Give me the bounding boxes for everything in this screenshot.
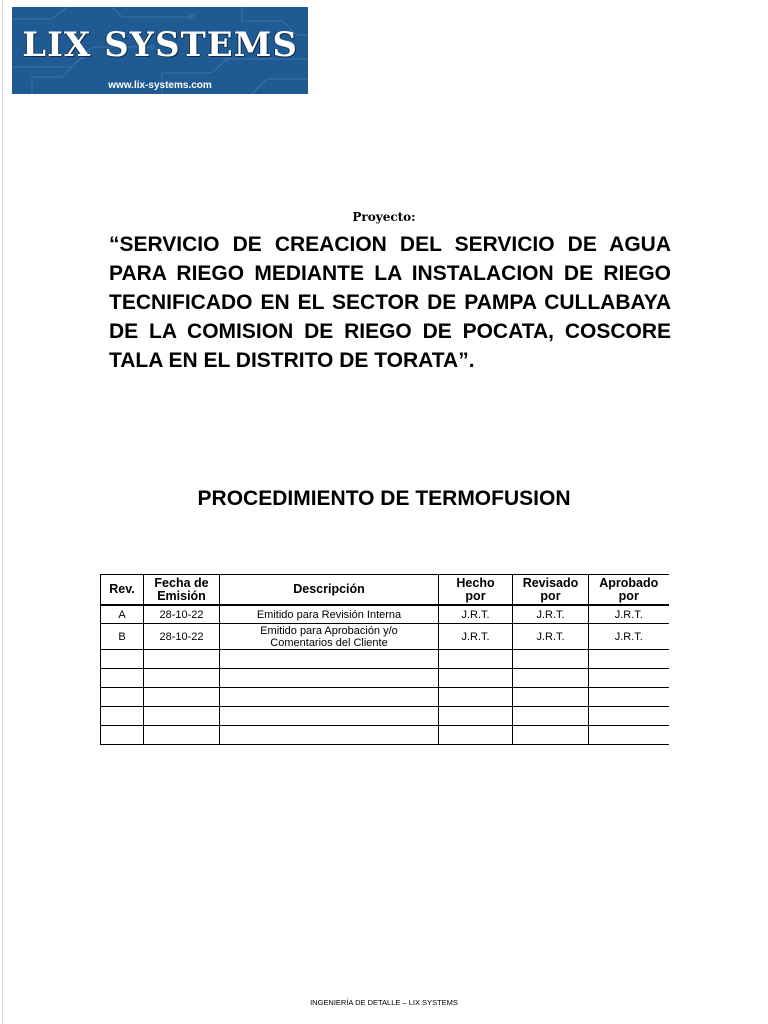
cell-revisado: J.R.T. (513, 605, 589, 624)
table-row (101, 605, 669, 624)
cell-descripcion: Emitido para Aprobación y/o Comentarios del Cliente (220, 624, 439, 650)
cell-descripcion: Emitido para Revisión Interna (220, 605, 439, 624)
cell-fecha: 28-10-22 (144, 624, 220, 650)
header-aprobado: Aprobado por (589, 575, 669, 606)
cell-fecha: 28-10-22 (144, 605, 220, 624)
header-hecho: Hecho por (439, 575, 513, 606)
table-row-empty (101, 707, 669, 726)
revision-table (100, 574, 669, 745)
page-edge (2, 0, 3, 1024)
project-title: “SERVICIO DE CREACION DEL SERVICIO DE AGUA PARA RIEGO MEDIANTE LA INSTALACION DE RIEGO TECNIFICADO EN EL SECTOR DE PAMPA CULLABAYA DE LA COMISION DE RIEGO DE POCATA, COSCORE TALA EN EL DISTRITO DE TORATA”. (109, 233, 671, 372)
page-footer: INGENIERÍA DE DETALLE – LIX SYSTEMS (310, 998, 458, 1007)
cell-aprobado: J.R.T. (589, 624, 669, 650)
table-row-empty (101, 688, 669, 707)
cell-revisado: J.R.T. (513, 624, 589, 650)
revision-table-header (101, 575, 669, 606)
header-revisado: Revisado por (513, 575, 589, 606)
table-row-empty (101, 669, 669, 688)
logo-title: LIX SYSTEMS (22, 25, 298, 65)
document-title: PROCEDIMIENTO DE TERMOFUSION (197, 487, 571, 510)
cell-rev: A (101, 605, 144, 624)
company-logo (12, 7, 308, 94)
header-descripcion: Descripción (220, 575, 439, 606)
cell-aprobado: J.R.T. (589, 605, 669, 624)
table-row-empty (101, 650, 669, 669)
table-row (101, 624, 669, 650)
header-fecha: Fecha de Emisión (144, 575, 220, 606)
logo-url: www.lix-systems.com (108, 80, 212, 91)
header-rev: Rev. (101, 575, 144, 606)
project-label: Proyecto: (352, 210, 416, 224)
table-row-empty (101, 726, 669, 745)
cell-rev: B (101, 624, 144, 650)
cell-hecho: J.R.T. (439, 605, 513, 624)
cell-hecho: J.R.T. (439, 624, 513, 650)
